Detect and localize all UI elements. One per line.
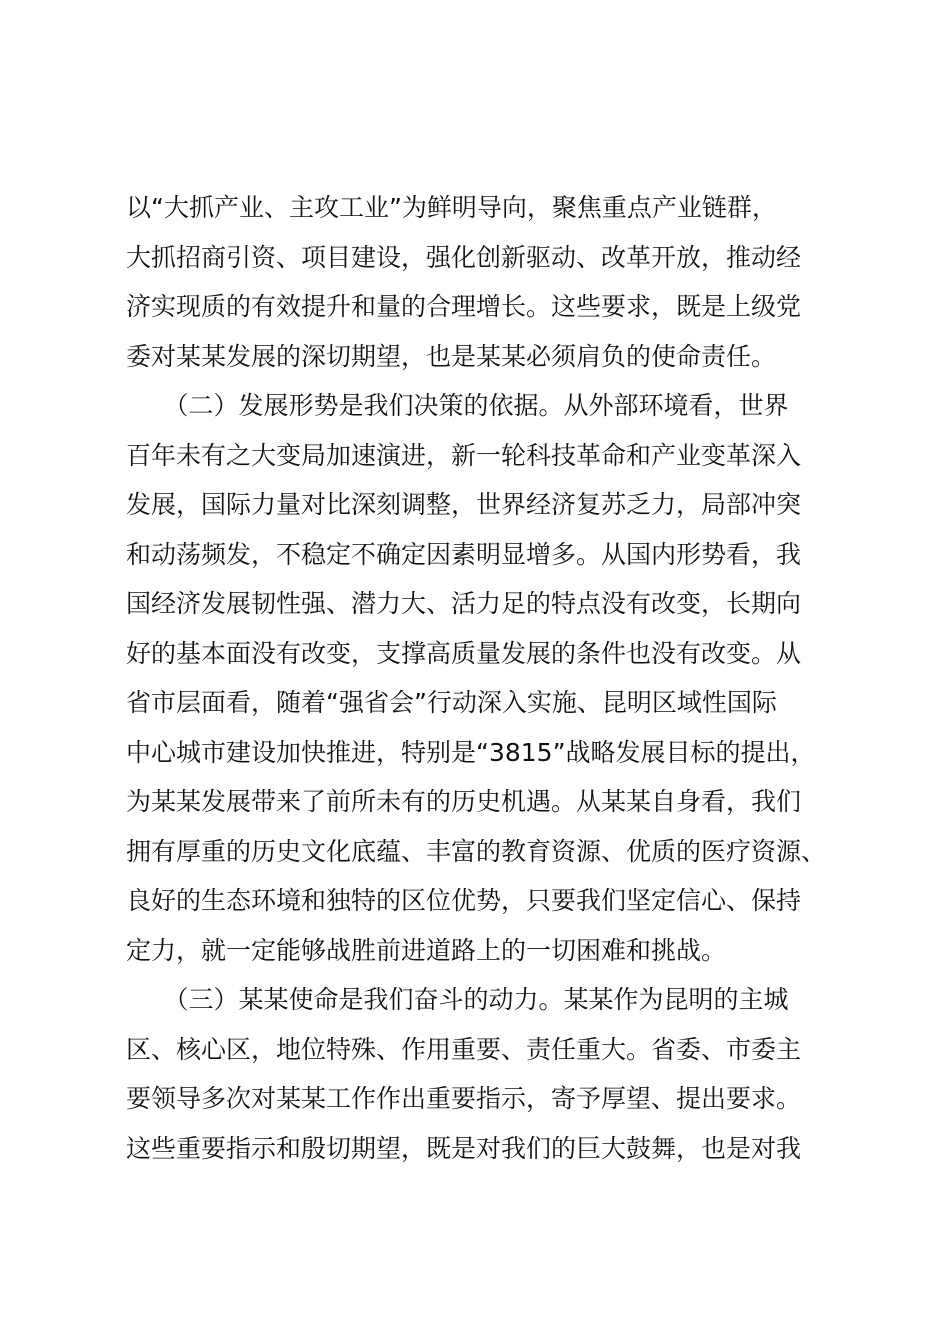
text-line: 委对某某发展的深切期望，也是某某必须肩负的使命责任。: [126, 341, 777, 371]
text-line: 中心城市建设加快推进，特别是“3815”战略发展目标的提出，: [126, 737, 816, 767]
text-line: 拥有厚重的历史文化底蕴、丰富的教育资源、优质的医疗资源、: [126, 836, 827, 866]
text-line: 要领导多次对某某工作作出重要指示，寄予厚望、提出要求。: [126, 1084, 802, 1113]
text-line: 济实现质的有效提升和量的合理增长。这些要求，既是上级党: [126, 292, 802, 321]
text-line: 区、核心区，地位特殊、作用重要、责任重大。省委、市委主: [126, 1034, 802, 1064]
text-line: 这些重要指示和殷切期望，既是对我们的巨大鼓舞，也是对我: [126, 1133, 802, 1163]
paragraph-start-line: （三）某某使命是我们奋斗的动力。某某作为昆明的主城: [126, 985, 789, 1014]
text-line: 百年未有之大变局加速演进，新一轮科技革命和产业变革深入: [126, 440, 802, 470]
text-line: 省市层面看，随着“强省会”行动深入实施、昆明区域性国际: [126, 688, 777, 717]
text-line: 大抓招商引资、项目建设，强化创新驱动、改革开放，推动经: [126, 242, 802, 272]
body-text: [126, 183, 836, 1173]
text-line: 发展，国际力量对比深刻调整，世界经济复苏乏力，局部冲突: [126, 490, 802, 519]
text-line: 国经济发展韧性强、潜力大、活力足的特点没有改变，长期向: [126, 589, 802, 618]
text-line: 和动荡频发，不稳定不确定因素明显增多。从国内形势看，我: [126, 539, 802, 569]
text-line: 为某某发展带来了前所未有的历史机遇。从某某自身看，我们: [126, 787, 802, 816]
text-line: 定力，就一定能够战胜前进道路上的一切困难和挑战。: [126, 935, 727, 965]
paragraph-start-line: （二）发展形势是我们决策的依据。从外部环境看，世界: [126, 391, 789, 420]
text-line: 以“大抓产业、主攻工业”为鲜明导向，聚焦重点产业链群，: [126, 193, 777, 222]
text-line: 好的基本面没有改变，支撑高质量发展的条件也没有改变。从: [126, 638, 802, 668]
text-line: 良好的生态环境和独特的区位优势，只要我们坚定信心、保持: [126, 886, 802, 915]
